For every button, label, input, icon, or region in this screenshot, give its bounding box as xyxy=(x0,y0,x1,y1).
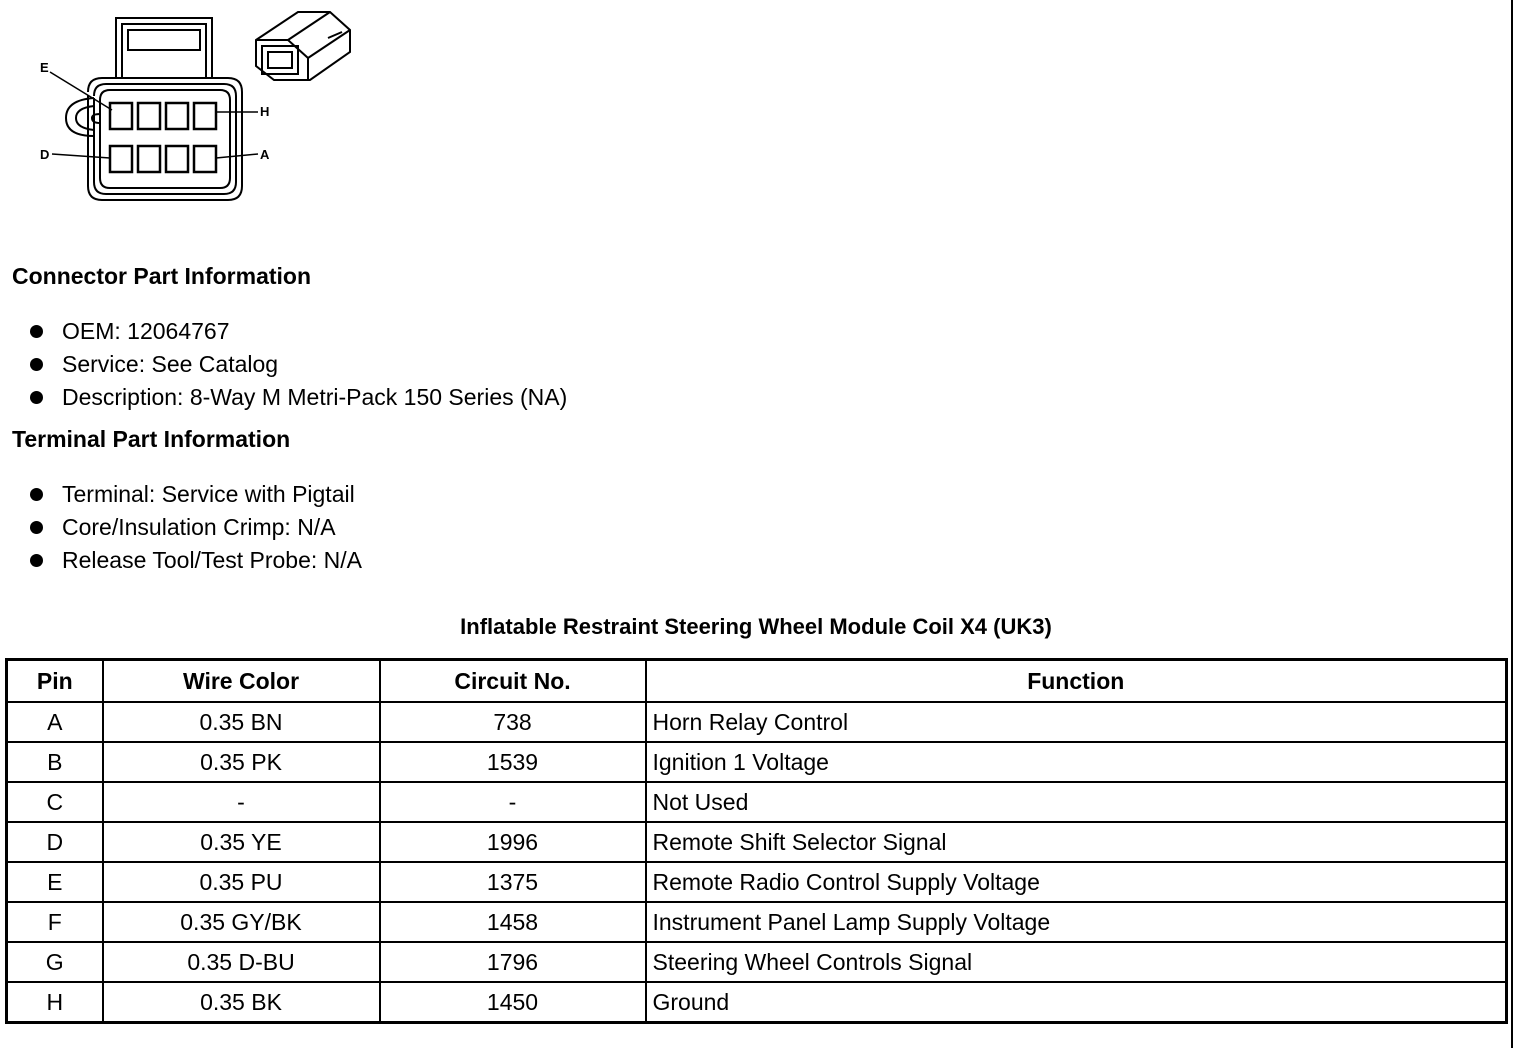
pin-cell: G xyxy=(7,942,103,982)
table-row xyxy=(7,982,1507,1023)
table-row xyxy=(7,782,1507,822)
function-cell: Not Used xyxy=(646,782,1507,822)
list-item xyxy=(30,511,362,544)
circuit-cell: 1796 xyxy=(380,942,646,982)
pin-cell: E xyxy=(7,862,103,902)
pinout-table xyxy=(5,658,1508,1024)
pin-label-h: H xyxy=(260,104,270,119)
function-cell: Steering Wheel Controls Signal xyxy=(646,942,1507,982)
list-item xyxy=(30,478,362,511)
table-row xyxy=(7,702,1507,742)
header-circuit-no: Circuit No. xyxy=(380,660,646,703)
wire-color-cell: 0.35 GY/BK xyxy=(103,902,380,942)
pin-cell: H xyxy=(7,982,103,1023)
connector-part-list xyxy=(30,315,567,414)
table-row xyxy=(7,742,1507,782)
wire-color-cell: 0.35 YE xyxy=(103,822,380,862)
pin-cell: F xyxy=(7,902,103,942)
wire-color-cell: 0.35 BK xyxy=(103,982,380,1023)
pin-cell: C xyxy=(7,782,103,822)
wire-color-cell: 0.35 PU xyxy=(103,862,380,902)
wire-color-cell: 0.35 PK xyxy=(103,742,380,782)
circuit-cell: 1375 xyxy=(380,862,646,902)
header-pin: Pin xyxy=(7,660,103,703)
bullet-icon xyxy=(30,488,43,501)
table-row xyxy=(7,942,1507,982)
table-row xyxy=(7,822,1507,862)
table-title: Inflatable Restraint Steering Wheel Module Coil X4 (UK3) xyxy=(460,614,1052,639)
function-cell: Remote Radio Control Supply Voltage xyxy=(646,862,1507,902)
bullet-icon xyxy=(30,521,43,534)
connector-diagram xyxy=(30,10,360,210)
wire-color-cell: 0.35 D-BU xyxy=(103,942,380,982)
function-cell: Horn Relay Control xyxy=(646,702,1507,742)
pin-cell: D xyxy=(7,822,103,862)
connector-part-heading: Connector Part Information xyxy=(12,263,312,289)
table-row xyxy=(7,902,1507,942)
pin-label-e: E xyxy=(40,60,49,75)
function-cell: Remote Shift Selector Signal xyxy=(646,822,1507,862)
bullet-icon xyxy=(30,554,43,567)
connector-service: Service: See Catalog xyxy=(62,351,279,377)
table-row xyxy=(7,862,1507,902)
list-item xyxy=(30,544,362,577)
bullet-icon xyxy=(30,391,43,404)
circuit-cell: 1458 xyxy=(380,902,646,942)
terminal-service: Terminal: Service with Pigtail xyxy=(62,481,355,507)
pin-cell: A xyxy=(7,702,103,742)
circuit-cell: 1996 xyxy=(380,822,646,862)
bullet-icon xyxy=(30,358,43,371)
terminal-release-tool: Release Tool/Test Probe: N/A xyxy=(62,547,363,573)
connector-description: Description: 8-Way M Metri-Pack 150 Series (NA) xyxy=(62,384,568,410)
terminal-crimp: Core/Insulation Crimp: N/A xyxy=(62,514,336,540)
circuit-cell: - xyxy=(380,782,646,822)
connector-oem: OEM: 12064767 xyxy=(62,318,230,344)
header-wire-color: Wire Color xyxy=(103,660,380,703)
wire-color-cell: - xyxy=(103,782,380,822)
terminal-part-heading: Terminal Part Information xyxy=(12,426,291,452)
pin-cell: B xyxy=(7,742,103,782)
function-cell: Ground xyxy=(646,982,1507,1023)
list-item xyxy=(30,348,567,381)
pin-label-a: A xyxy=(260,147,270,162)
circuit-cell: 1539 xyxy=(380,742,646,782)
bullet-icon xyxy=(30,325,43,338)
pin-label-d: D xyxy=(40,147,50,162)
table-header-row xyxy=(7,660,1507,703)
header-function: Function xyxy=(646,660,1507,703)
circuit-cell: 738 xyxy=(380,702,646,742)
list-item xyxy=(30,381,567,414)
list-item xyxy=(30,315,567,348)
page-right-border xyxy=(1511,0,1513,1048)
terminal-part-list xyxy=(30,478,362,577)
circuit-cell: 1450 xyxy=(380,982,646,1023)
function-cell: Ignition 1 Voltage xyxy=(646,742,1507,782)
wire-color-cell: 0.35 BN xyxy=(103,702,380,742)
function-cell: Instrument Panel Lamp Supply Voltage xyxy=(646,902,1507,942)
